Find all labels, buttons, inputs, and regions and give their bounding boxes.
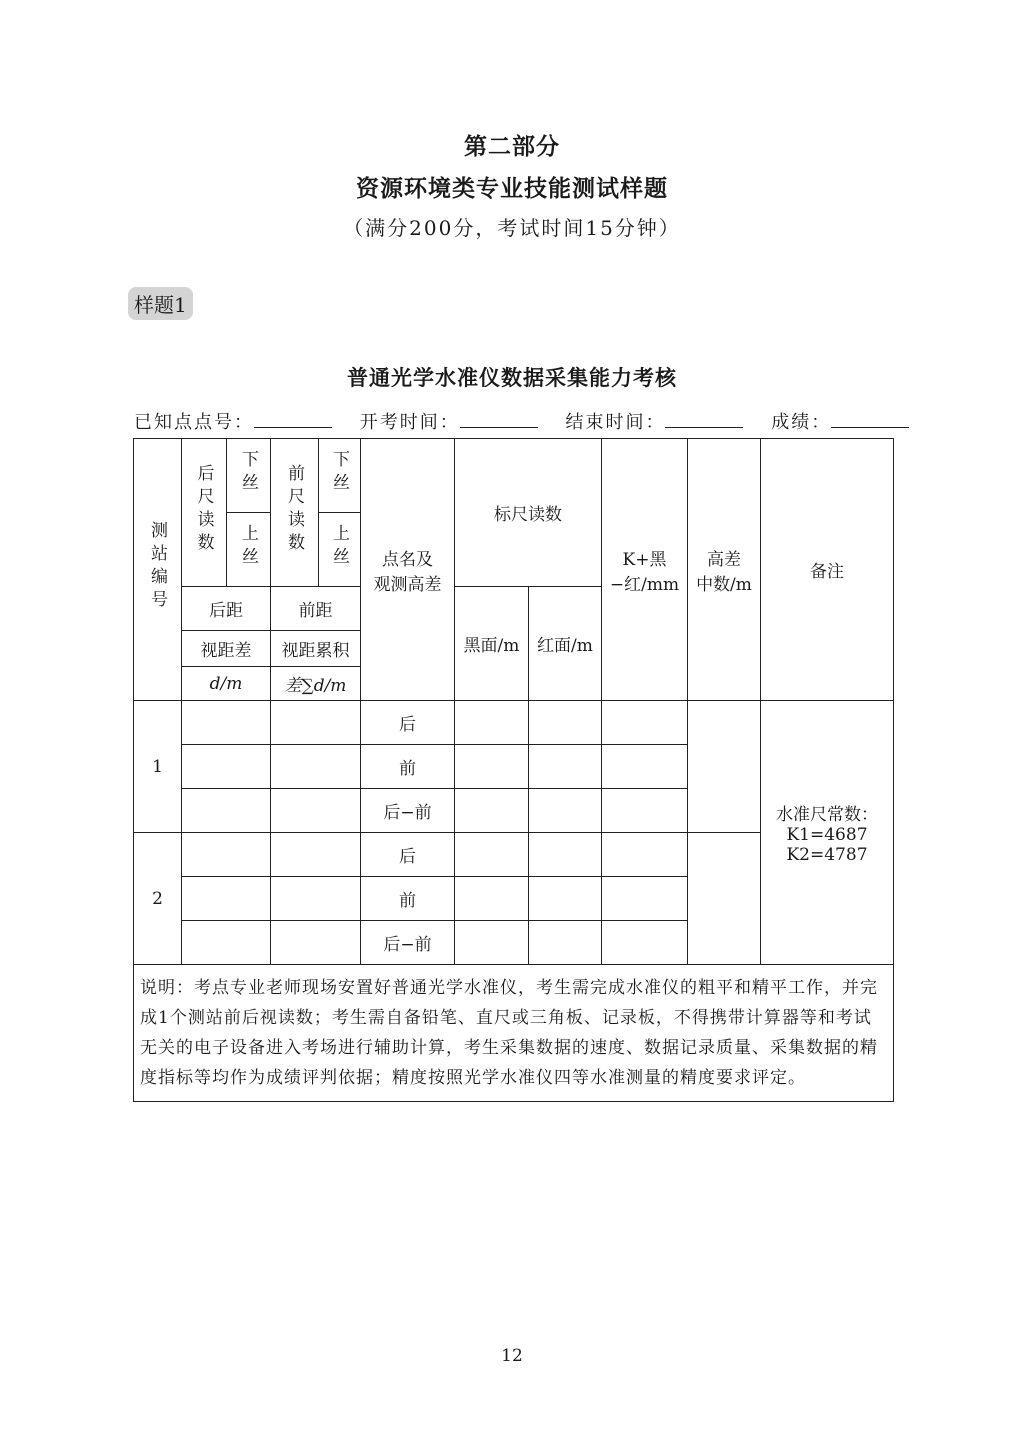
k-black-red-header bbox=[602, 439, 688, 701]
back-distance-header: 后距 bbox=[182, 587, 271, 631]
rod-constant-label: 水准尺常数： bbox=[776, 805, 878, 825]
instruction-note: 说明：考点专业老师现场安置好普通光学水准仪，考生需完成水准仪的粗平和精平工作，并完成1个测站前后视读数；考生需自备铅笔、直尺或三角板、记录板，不得携带计算器等和考试无关的电子设备进入考场进行辅助计算，考生采集数据的速度、数据记录质量、采集数据的精度指标等均作为成绩评判依据；精度按照光学水准仪四等水准测量的精度要求评定。 bbox=[134, 965, 894, 1102]
data-cell[interactable] bbox=[182, 745, 271, 789]
data-cell[interactable] bbox=[182, 701, 271, 745]
known-point-blank[interactable] bbox=[254, 411, 332, 428]
data-cell[interactable] bbox=[182, 833, 271, 877]
data-cell[interactable] bbox=[271, 789, 361, 833]
data-cell[interactable] bbox=[271, 745, 361, 789]
front-lower-wire-header: 下丝 bbox=[319, 439, 361, 513]
data-cell[interactable] bbox=[529, 921, 602, 965]
height-diff-line2: 中数/m bbox=[696, 574, 752, 595]
sample-tag: 样题1 bbox=[128, 287, 193, 320]
cumulative-diff-unit: 差∑d/m bbox=[271, 667, 361, 701]
cumulative-diff-header: 视距累积 bbox=[271, 631, 361, 667]
data-cell[interactable] bbox=[602, 833, 688, 877]
data-cell[interactable] bbox=[271, 701, 361, 745]
red-face-header: 红面/m bbox=[529, 587, 602, 701]
data-cell[interactable] bbox=[602, 701, 688, 745]
point-name-line2: 观测高差 bbox=[373, 574, 442, 595]
data-cell[interactable] bbox=[602, 789, 688, 833]
data-cell[interactable] bbox=[602, 745, 688, 789]
front-rod-reading-header: 前尺读数 bbox=[271, 439, 319, 587]
score-blank[interactable] bbox=[831, 411, 909, 428]
exam-info-row bbox=[134, 408, 894, 434]
black-face-header: 黑面/m bbox=[455, 587, 529, 701]
data-cell[interactable] bbox=[529, 877, 602, 921]
back-lower-wire-header: 下丝 bbox=[227, 439, 271, 513]
k-black-red-line2: −红/mm bbox=[609, 574, 680, 595]
row-label-cell: 前 bbox=[361, 877, 455, 921]
station-no-cell: 2 bbox=[134, 833, 182, 965]
data-cell[interactable] bbox=[455, 877, 529, 921]
part-title: 第二部分 bbox=[464, 133, 560, 160]
data-cell[interactable] bbox=[529, 701, 602, 745]
rod-reading-header: 标尺读数 bbox=[455, 439, 602, 587]
end-time-label: 结束时间： bbox=[565, 412, 666, 433]
row-label-cell: 后−前 bbox=[361, 789, 455, 833]
data-cell[interactable] bbox=[529, 745, 602, 789]
data-cell[interactable] bbox=[271, 833, 361, 877]
end-time-blank[interactable] bbox=[665, 411, 743, 428]
table-row bbox=[134, 701, 894, 745]
row-label-cell: 后−前 bbox=[361, 921, 455, 965]
back-rod-reading-header: 后尺读数 bbox=[182, 439, 227, 587]
rod-constant-k2: K2=4787 bbox=[786, 845, 868, 865]
sight-diff-header: 视距差 bbox=[182, 631, 271, 667]
data-cell[interactable] bbox=[455, 921, 529, 965]
rod-constant-k1: K1=4687 bbox=[786, 825, 868, 845]
data-cell[interactable] bbox=[455, 745, 529, 789]
start-time-label: 开考时间： bbox=[359, 412, 460, 433]
data-cell[interactable] bbox=[271, 921, 361, 965]
data-cell[interactable] bbox=[529, 789, 602, 833]
height-diff-line1: 高差 bbox=[707, 549, 741, 570]
row-label-cell: 后 bbox=[361, 833, 455, 877]
k-black-red-line1: K+黑 bbox=[622, 549, 667, 570]
front-distance-header: 前距 bbox=[271, 587, 361, 631]
data-cell[interactable] bbox=[455, 789, 529, 833]
data-cell[interactable] bbox=[455, 833, 529, 877]
leveling-record-table bbox=[133, 438, 894, 1102]
table-title: 普通光学水准仪数据采集能力考核 bbox=[347, 365, 677, 390]
data-cell[interactable] bbox=[271, 877, 361, 921]
main-title: 资源环境类专业技能测试样题 bbox=[356, 175, 668, 202]
data-cell[interactable] bbox=[455, 701, 529, 745]
data-cell[interactable] bbox=[602, 877, 688, 921]
remarks-header: 备注 bbox=[761, 439, 894, 701]
data-cell[interactable] bbox=[529, 833, 602, 877]
data-cell[interactable] bbox=[688, 833, 761, 965]
score-time-subtitle: （满分200分，考试时间15分钟） bbox=[343, 216, 681, 240]
data-cell[interactable] bbox=[182, 921, 271, 965]
data-cell[interactable] bbox=[182, 789, 271, 833]
remarks-cell bbox=[761, 701, 894, 965]
known-point-label: 已知点点号： bbox=[134, 412, 254, 433]
station-no-header: 测站编号 bbox=[134, 439, 182, 701]
data-cell[interactable] bbox=[688, 701, 761, 833]
data-cell[interactable] bbox=[182, 877, 271, 921]
station-no-cell: 1 bbox=[134, 701, 182, 833]
front-upper-wire-header: 上丝 bbox=[319, 513, 361, 587]
back-upper-wire-header: 上丝 bbox=[227, 513, 271, 587]
page-number: 12 bbox=[501, 1346, 523, 1366]
height-diff-mean-header bbox=[688, 439, 761, 701]
data-cell[interactable] bbox=[602, 921, 688, 965]
row-label-cell: 前 bbox=[361, 745, 455, 789]
start-time-blank[interactable] bbox=[460, 411, 538, 428]
row-label-cell: 后 bbox=[361, 701, 455, 745]
point-name-header bbox=[361, 439, 455, 701]
score-label: 成绩： bbox=[771, 412, 832, 433]
sight-diff-unit: d/m bbox=[182, 667, 271, 701]
point-name-line1: 点名及 bbox=[382, 549, 433, 570]
